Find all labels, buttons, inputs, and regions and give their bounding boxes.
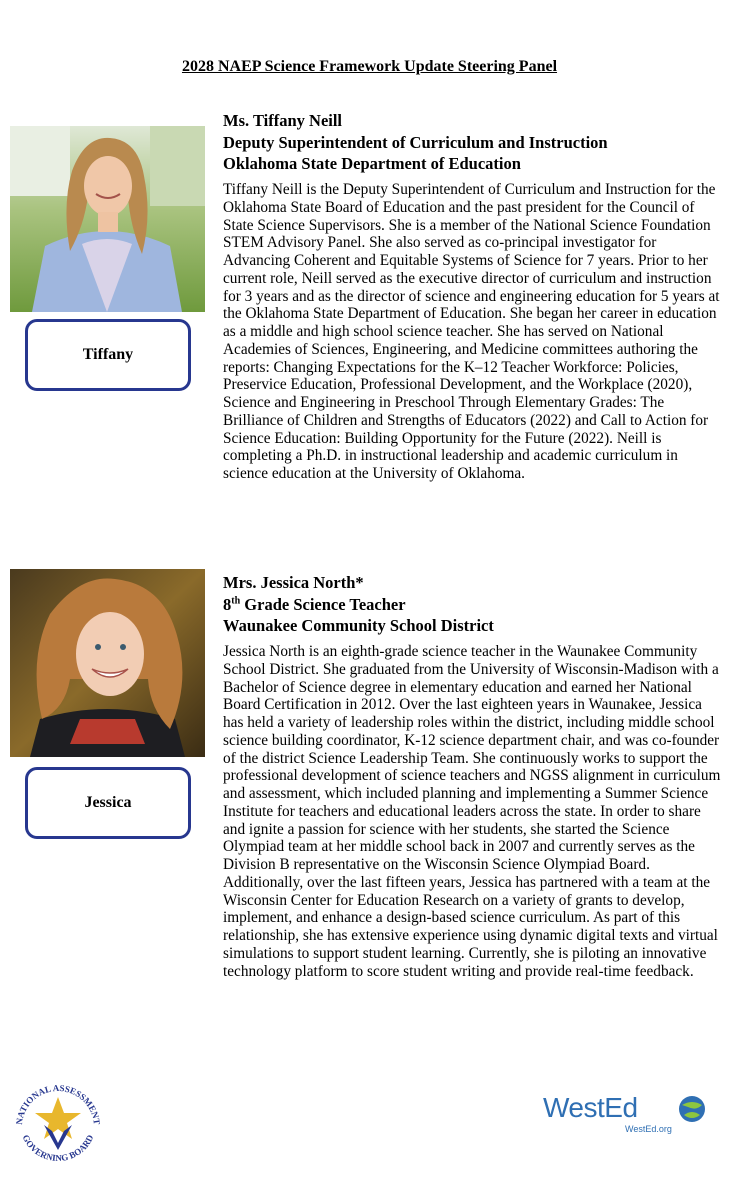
jessica-photo — [10, 569, 205, 757]
jessica-bio — [223, 643, 723, 980]
jessica-role-rest: Grade Science Teacher — [240, 594, 406, 614]
jessica-box-label: Jessica — [84, 794, 132, 811]
jessica-role-superscript: th — [231, 595, 241, 606]
tiffany-bio-text: Tiffany Neill is the Deputy Superintendent of Curriculum and Instruction for the Oklahoma State Board of Education and the past president for the Council of State Science Supervisors. She is a member of the National Science Foundation STEM Advisory Panel. She also served as co-principal investigator for Advancing Coherent and Equitable Systems of Science for 7 years. Prior to her current role, Neill served as the executive director of curriculum and instruction for 3 years and as the director of science and engineering education for 5 years at the Oklahoma State Department of Education. She began her career in education as a middle and high school science teacher. She has served on National Academies of Sciences, Engineering, and Medicine committees authoring the reports: Changing Expectations for the K–12 Teacher Workforce: Policies, Preservice Education, Professional Development, and the Workplace (2020), Science and Engineering in Preschool Through Elementary Grades: The Brilliance of Children and Strengths of Educators (2022) and Call to Action for Science Education: Building Opportunity for the Future (2022). Neill is completing a Ph.D. in instructional leadership and academic curriculum in science education at the University of Oklahoma. — [223, 181, 720, 482]
tiffany-role: Deputy Superintendent of Curriculum and Instruction — [223, 132, 608, 152]
tiffany-bio — [223, 181, 723, 483]
jessica-role-number: 8 — [223, 594, 232, 614]
jessica-role — [223, 594, 723, 616]
tiffany-organization: Oklahoma State Department of Education — [223, 154, 521, 173]
wested-url: WestEd.org — [625, 1124, 672, 1134]
jessica-header — [223, 572, 723, 637]
jessica-name: Mrs. Jessica North* — [223, 573, 364, 592]
tiffany-header — [223, 110, 723, 175]
wested-wordmark: WestEd — [543, 1092, 638, 1123]
nagb-logo — [8, 1075, 108, 1165]
tiffany-name: Ms. Tiffany Neill — [223, 111, 343, 130]
nagb-top-text: NATIONAL ASSESSMENT — [13, 1082, 102, 1126]
jessica-organization: Waunakee Community School District — [223, 616, 494, 635]
nagb-star-icon — [35, 1097, 81, 1139]
jessica-name-box — [25, 767, 191, 839]
page-title: 2028 NAEP Science Framework Update Steering Panel — [181, 58, 558, 75]
wested-globe-icon — [678, 1095, 706, 1123]
tiffany-box-label: Tiffany — [82, 346, 134, 363]
wested-logo — [543, 1092, 713, 1136]
tiffany-name-box — [25, 319, 191, 391]
tiffany-photo — [10, 126, 205, 312]
jessica-bio-text: Jessica North is an eighth-grade science teacher in the Waunakee Community School District. She graduated from the University of Wisconsin-Madison with a Bachelor of Science degree in elementary education and earned her National Board Certification in 2012. Over the last eighteen years in Waunakee, Jessica has held a variety of leadership roles within the district, including middle school science building coordinator, K-12 science department chair, and was co-founder of the district Science Leadership Team. She continuously works to support the professional development of science teachers and NGSS alignment in curriculum and assessment, which included planning and implementing a Summer Science Institute for teachers and educational leaders across the state. In order to share and ignite a passion for science with her students, she started the Science Olympiad team at her middle school back in 2007 and currently serves as the Division B representative on the Wisconsin Science Olympiad Board. Additionally, over the last fifteen years, Jessica has partnered with a team at the Wisconsin Center for Education Research on a variety of grants to develop, implement, and enhance a design-based science curriculum. As part of this relationship, she has extensive experience using dynamic digital texts and virtual simulations to support student learning. Currently, she is piloting an innovative technology platform to score student writing and provide real-time feedback. — [223, 643, 721, 980]
nagb-bottom-text: GOVERNING BOARD — [20, 1133, 96, 1164]
